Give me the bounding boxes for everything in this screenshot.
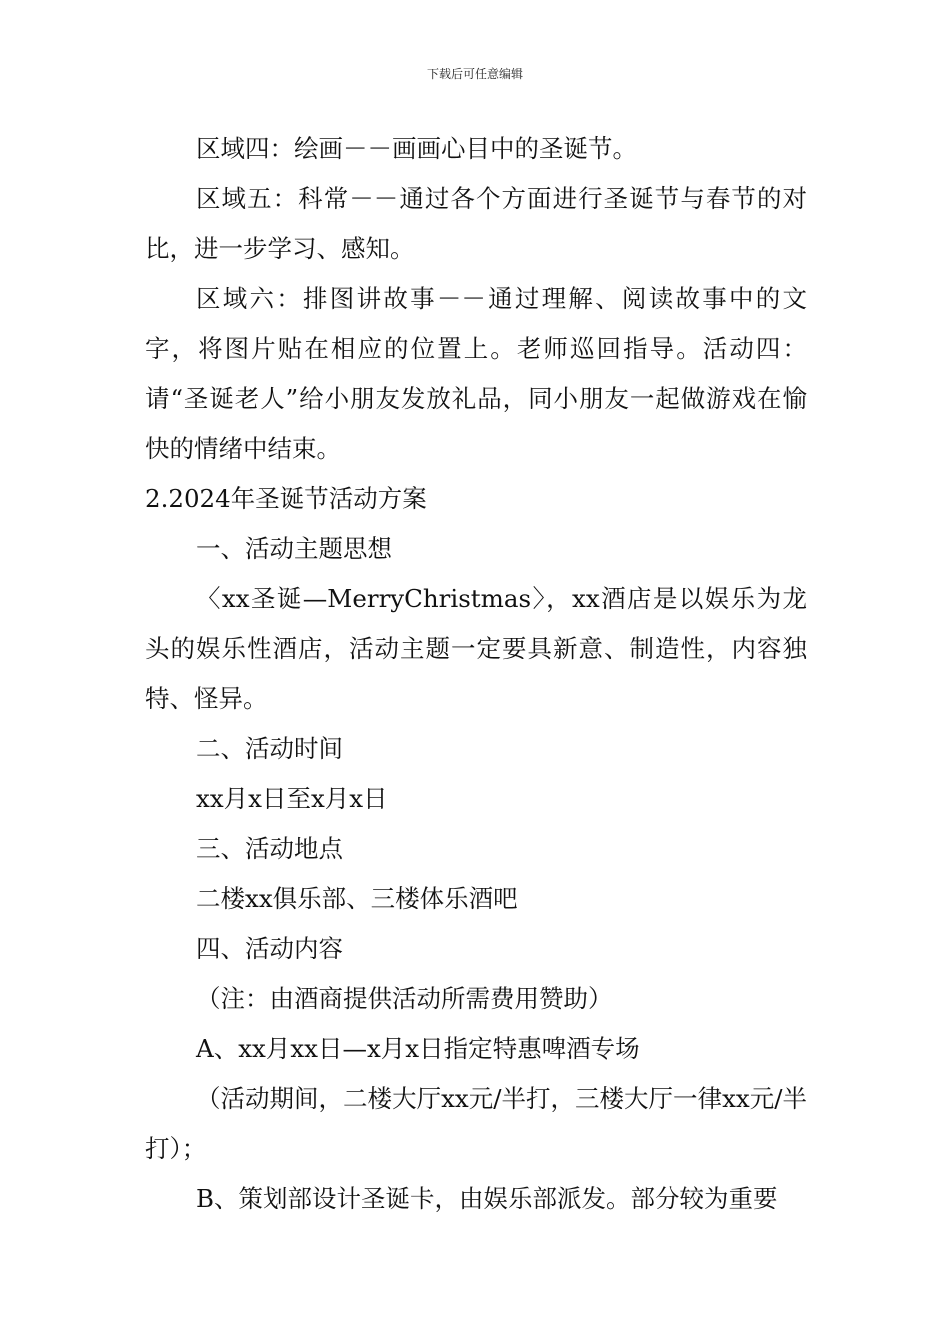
heading-time: 二、活动时间 (196, 734, 343, 763)
heading-location: 三、活动地点 (196, 834, 343, 863)
paragraph-note: （注：由酒商提供活动所需费用赞助） (196, 984, 613, 1013)
paragraph-item-b: B、策划部设计圣诞卡，由娱乐部派发。部分较为重要 (196, 1184, 778, 1213)
section-heading: 2.2024年圣诞节活动方案 (145, 484, 427, 513)
paragraph-location: 二楼xx俱乐部、三楼体乐酒吧 (196, 884, 518, 913)
document-body (145, 124, 807, 1224)
paragraph-theme: 〈xx圣诞—MerryChristmas〉，xx酒店是以娱乐为龙头的娱乐性酒店，活动主题一定要具新意、制造性，内容独特、怪异。 (145, 584, 807, 713)
heading-theme: 一、活动主题思想 (196, 534, 392, 563)
paragraph-item-a: A、xx月xx日—x月x日指定特惠啤酒专场 (196, 1034, 640, 1063)
paragraph-area-six: 区域六：排图讲故事－－通过理解、阅读故事中的文字，将图片贴在相应的位置上。老师巡回指导。活动四：请“圣诞老人”给小朋友发放礼品，同小朋友一起做游戏在愉快的情绪中结束。 (145, 284, 807, 463)
page-header: 下载后可任意编辑 (426, 67, 523, 81)
heading-content: 四、活动内容 (196, 934, 343, 963)
paragraph-area-four: 区域四：绘画－－画画心目中的圣诞节。 (196, 134, 637, 163)
paragraph-price: （活动期间，二楼大厅xx元/半打，三楼大厅一律xx元/半打）； (145, 1084, 807, 1163)
paragraph-area-five: 区域五：科常－－通过各个方面进行圣诞节与春节的对比，进一步学习、感知。 (145, 184, 807, 263)
paragraph-time: xx月x日至x月x日 (196, 784, 388, 813)
